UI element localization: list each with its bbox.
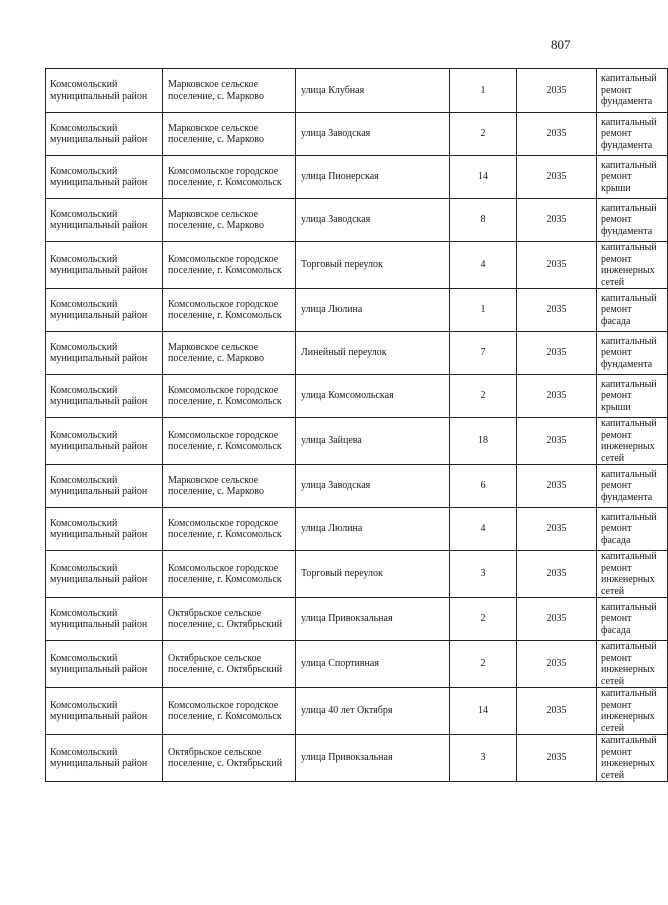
district-cell: Комсомольский муниципальный район: [46, 598, 163, 641]
table-row: [46, 69, 668, 113]
work-type-cell: капитальный ремонт фундамента: [597, 69, 668, 113]
house-number-cell: 3: [450, 551, 517, 598]
house-number-cell: 1: [450, 289, 517, 332]
work-type-cell: капитальный ремонт инженерных сетей: [597, 242, 668, 289]
district-cell: Комсомольский муниципальный район: [46, 551, 163, 598]
house-number-cell: 14: [450, 688, 517, 735]
table-row: [46, 735, 668, 782]
settlement-cell: Комсомольское городское поселение, г. Комсомольск: [163, 375, 296, 418]
table-row: [46, 418, 668, 465]
settlement-cell: Комсомольское городское поселение, г. Комсомольск: [163, 289, 296, 332]
settlement-cell: Комсомольское городское поселение, г. Комсомольск: [163, 551, 296, 598]
repair-schedule-table: [45, 68, 668, 782]
year-cell: 2035: [517, 375, 597, 418]
street-cell: улица 40 лет Октября: [296, 688, 450, 735]
district-cell: Комсомольский муниципальный район: [46, 375, 163, 418]
district-cell: Комсомольский муниципальный район: [46, 242, 163, 289]
housing-repair-table: [45, 68, 657, 782]
settlement-cell: Комсомольское городское поселение, г. Комсомольск: [163, 418, 296, 465]
house-number-cell: 2: [450, 641, 517, 688]
street-cell: Торговый переулок: [296, 242, 450, 289]
district-cell: Комсомольский муниципальный район: [46, 69, 163, 113]
year-cell: 2035: [517, 242, 597, 289]
year-cell: 2035: [517, 156, 597, 199]
table-row: [46, 641, 668, 688]
house-number-cell: 1: [450, 69, 517, 113]
settlement-cell: Комсомольское городское поселение, г. Комсомольск: [163, 242, 296, 289]
settlement-cell: Марковское сельское поселение, с. Марково: [163, 113, 296, 156]
street-cell: улица Пионерская: [296, 156, 450, 199]
street-cell: улица Заводская: [296, 113, 450, 156]
settlement-cell: Октябрьское сельское поселение, с. Октябрьский: [163, 598, 296, 641]
work-type-cell: капитальный ремонт крыши: [597, 375, 668, 418]
house-number-cell: 14: [450, 156, 517, 199]
year-cell: 2035: [517, 289, 597, 332]
house-number-cell: 18: [450, 418, 517, 465]
work-type-cell: капитальный ремонт фундамента: [597, 113, 668, 156]
street-cell: улица Люлина: [296, 508, 450, 551]
district-cell: Комсомольский муниципальный район: [46, 156, 163, 199]
district-cell: Комсомольский муниципальный район: [46, 508, 163, 551]
house-number-cell: 2: [450, 598, 517, 641]
street-cell: Линейный переулок: [296, 332, 450, 375]
settlement-cell: Марковское сельское поселение, с. Марково: [163, 69, 296, 113]
table-row: [46, 199, 668, 242]
district-cell: Комсомольский муниципальный район: [46, 735, 163, 782]
house-number-cell: 4: [450, 242, 517, 289]
year-cell: 2035: [517, 551, 597, 598]
year-cell: 2035: [517, 641, 597, 688]
street-cell: улица Привокзальная: [296, 735, 450, 782]
district-cell: Комсомольский муниципальный район: [46, 418, 163, 465]
table-row: [46, 508, 668, 551]
street-cell: улица Привокзальная: [296, 598, 450, 641]
table-row: [46, 332, 668, 375]
work-type-cell: капитальный ремонт фундамента: [597, 199, 668, 242]
table-row: [46, 156, 668, 199]
district-cell: Комсомольский муниципальный район: [46, 113, 163, 156]
year-cell: 2035: [517, 332, 597, 375]
settlement-cell: Марковское сельское поселение, с. Марково: [163, 199, 296, 242]
year-cell: 2035: [517, 508, 597, 551]
work-type-cell: капитальный ремонт фундамента: [597, 465, 668, 508]
work-type-cell: капитальный ремонт инженерных сетей: [597, 735, 668, 782]
table-body: [46, 69, 668, 782]
work-type-cell: капитальный ремонт инженерных сетей: [597, 551, 668, 598]
house-number-cell: 7: [450, 332, 517, 375]
table-row: [46, 551, 668, 598]
table-row: [46, 289, 668, 332]
settlement-cell: Комсомольское городское поселение, г. Комсомольск: [163, 156, 296, 199]
table-row: [46, 113, 668, 156]
district-cell: Комсомольский муниципальный район: [46, 688, 163, 735]
street-cell: улица Люлина: [296, 289, 450, 332]
work-type-cell: капитальный ремонт фасада: [597, 289, 668, 332]
work-type-cell: капитальный ремонт инженерных сетей: [597, 688, 668, 735]
settlement-cell: Комсомольское городское поселение, г. Комсомольск: [163, 508, 296, 551]
settlement-cell: Марковское сельское поселение, с. Марково: [163, 332, 296, 375]
table-row: [46, 688, 668, 735]
street-cell: улица Заводская: [296, 199, 450, 242]
district-cell: Комсомольский муниципальный район: [46, 332, 163, 375]
street-cell: улица Комсомольская: [296, 375, 450, 418]
year-cell: 2035: [517, 598, 597, 641]
year-cell: 2035: [517, 69, 597, 113]
work-type-cell: капитальный ремонт фундамента: [597, 332, 668, 375]
work-type-cell: капитальный ремонт крыши: [597, 156, 668, 199]
street-cell: улица Клубная: [296, 69, 450, 113]
settlement-cell: Октябрьское сельское поселение, с. Октябрьский: [163, 641, 296, 688]
work-type-cell: капитальный ремонт инженерных сетей: [597, 418, 668, 465]
year-cell: 2035: [517, 418, 597, 465]
table-row: [46, 465, 668, 508]
district-cell: Комсомольский муниципальный район: [46, 465, 163, 508]
house-number-cell: 4: [450, 508, 517, 551]
house-number-cell: 3: [450, 735, 517, 782]
work-type-cell: капитальный ремонт фасада: [597, 598, 668, 641]
street-cell: улица Заводская: [296, 465, 450, 508]
settlement-cell: Комсомольское городское поселение, г. Комсомольск: [163, 688, 296, 735]
district-cell: Комсомольский муниципальный район: [46, 199, 163, 242]
district-cell: Комсомольский муниципальный район: [46, 641, 163, 688]
settlement-cell: Октябрьское сельское поселение, с. Октябрьский: [163, 735, 296, 782]
street-cell: улица Спортивная: [296, 641, 450, 688]
table-row: [46, 375, 668, 418]
street-cell: Торговый переулок: [296, 551, 450, 598]
table-row: [46, 242, 668, 289]
house-number-cell: 6: [450, 465, 517, 508]
table-row: [46, 598, 668, 641]
year-cell: 2035: [517, 688, 597, 735]
year-cell: 2035: [517, 199, 597, 242]
district-cell: Комсомольский муниципальный район: [46, 289, 163, 332]
year-cell: 2035: [517, 735, 597, 782]
work-type-cell: капитальный ремонт инженерных сетей: [597, 641, 668, 688]
street-cell: улица Зайцева: [296, 418, 450, 465]
house-number-cell: 2: [450, 375, 517, 418]
year-cell: 2035: [517, 113, 597, 156]
work-type-cell: капитальный ремонт фасада: [597, 508, 668, 551]
settlement-cell: Марковское сельское поселение, с. Марково: [163, 465, 296, 508]
house-number-cell: 8: [450, 199, 517, 242]
page-number: 807: [551, 37, 571, 52]
year-cell: 2035: [517, 465, 597, 508]
house-number-cell: 2: [450, 113, 517, 156]
